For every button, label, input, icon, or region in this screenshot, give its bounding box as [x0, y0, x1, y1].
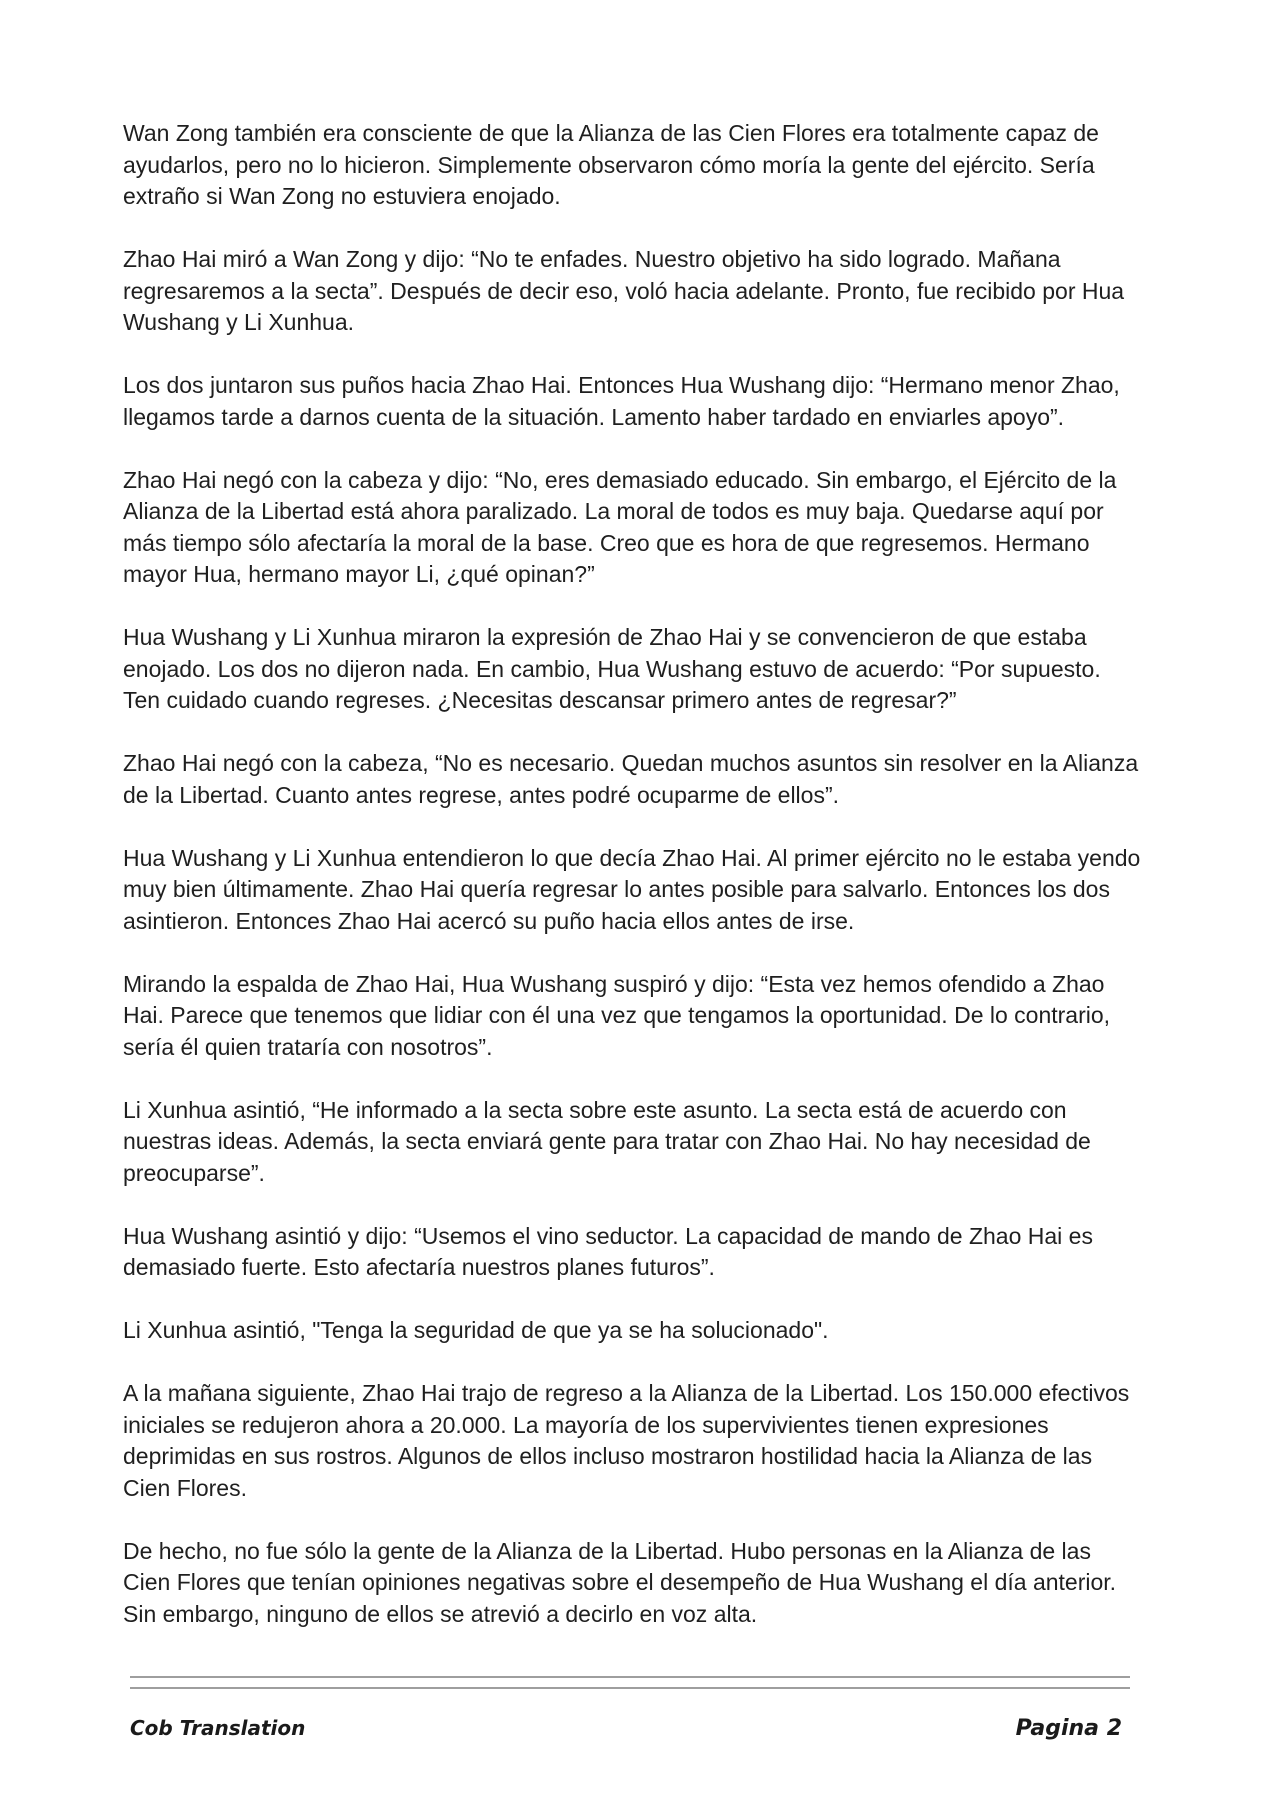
paragraph-3: Los dos juntaron sus puños hacia Zhao Hai. Entonces Hua Wushang dijo: “Hermano menor Zhao, llegamos tarde a darnos cuenta de la situación. Lamento haber tardado en enviarles apoyo”.	[123, 372, 1120, 430]
paragraph-11: Li Xunhua asintió, "Tenga la seguridad de que ya se ha solucionado".	[123, 1317, 829, 1343]
paragraph-5: Hua Wushang y Li Xunhua miraron la expresión de Zhao Hai y se convencieron de que estaba enojado. Los dos no dijeron nada. En cambio, Hua Wushang estuvo de acuerdo: “Por supuesto. Ten cuidado cuando regreses. ¿Necesitas descansar primero antes de regresar?”	[123, 624, 1101, 713]
paragraph-10: Hua Wushang asintió y dijo: “Usemos el vino seductor. La capacidad de mando de Zhao Hai es demasiado fuerte. Esto afectaría nuestros planes futuros”.	[123, 1222, 1093, 1280]
paragraph-6: Zhao Hai negó con la cabeza, “No es necesario. Quedan muchos asuntos sin resolver en la Alianza de la Libertad. Cuanto antes regrese, antes podré ocuparme de ellos”.	[123, 750, 1139, 808]
footer-divider-bottom	[130, 1687, 1130, 1689]
footer-divider-top	[130, 1676, 1130, 1678]
paragraph-7: Hua Wushang y Li Xunhua entendieron lo que decía Zhao Hai. Al primer ejército no le estaba yendo muy bien últimamente. Zhao Hai quería regresar lo antes posible para salvarlo. Entonces los dos asintieron. Entonces Zhao Hai acercó su puño hacia ellos antes de irse.	[123, 844, 1141, 934]
paragraph-1: Wan Zong también era consciente de que la Alianza de las Cien Flores era totalmente capaz de ayudarlos, pero no lo hicieron. Simplemente observaron cómo moría la gente del ejército. Sería extraño si Wan Zong no estuviera enojado.	[123, 120, 1099, 209]
footer-translator-credit: Cob Translation	[130, 1716, 306, 1740]
paragraph-9: Li Xunhua asintió, “He informado a la secta sobre este asunto. La secta está de acuerdo con nuestras ideas. Además, la secta enviará gente para tratar con Zhao Hai. No hay necesidad de preocuparse”.	[123, 1096, 1091, 1186]
paragraph-13: De hecho, no fue sólo la gente de la Alianza de la Libertad. Hubo personas en la Alianza de las Cien Flores que tenían opiniones negativas sobre el desempeño de Hua Wushang el día anterior. Sin embargo, ninguno de ellos se atrevió a decirlo en voz alta.	[123, 1537, 1117, 1627]
paragraph-12: A la mañana siguiente, Zhao Hai trajo de regreso a la Alianza de la Libertad. Los 150.000 efectivos iniciales se redujeron ahora a 20.000. La mayoría de los supervivientes tienen expresiones deprimidas en sus rostros. Algunos de ellos incluso mostraron hostilidad hacia la Alianza de las Cien Flores.	[123, 1380, 1130, 1501]
paragraph-8: Mirando la espalda de Zhao Hai, Hua Wushang suspiró y dijo: “Esta vez hemos ofendido a Zhao Hai. Parece que tenemos que lidiar con él una vez que tengamos la oportunidad. De lo contrario, sería él quien trataría con nosotros”.	[123, 970, 1111, 1060]
paragraph-4: Zhao Hai negó con la cabeza y dijo: “No, eres demasiado educado. Sin embargo, el Ejército de la Alianza de la Libertad está ahora paralizado. La moral de todos es muy baja. Quedarse aquí por más tiempo sólo afectaría la moral de la base. Creo que es hora de que regresemos. Hermano mayor Hua, hermano mayor Li, ¿qué opinan?”	[123, 466, 1117, 587]
paragraph-2: Zhao Hai miró a Wan Zong y dijo: “No te enfades. Nuestro objetivo ha sido logrado. Mañana regresaremos a la secta”. Después de decir eso, voló hacia adelante. Pronto, fue recibido por Hua Wushang y Li Xunhua.	[123, 246, 1125, 335]
body-text	[123, 118, 1143, 1662]
footer-page-number: Pagina 2	[1015, 1716, 1122, 1741]
